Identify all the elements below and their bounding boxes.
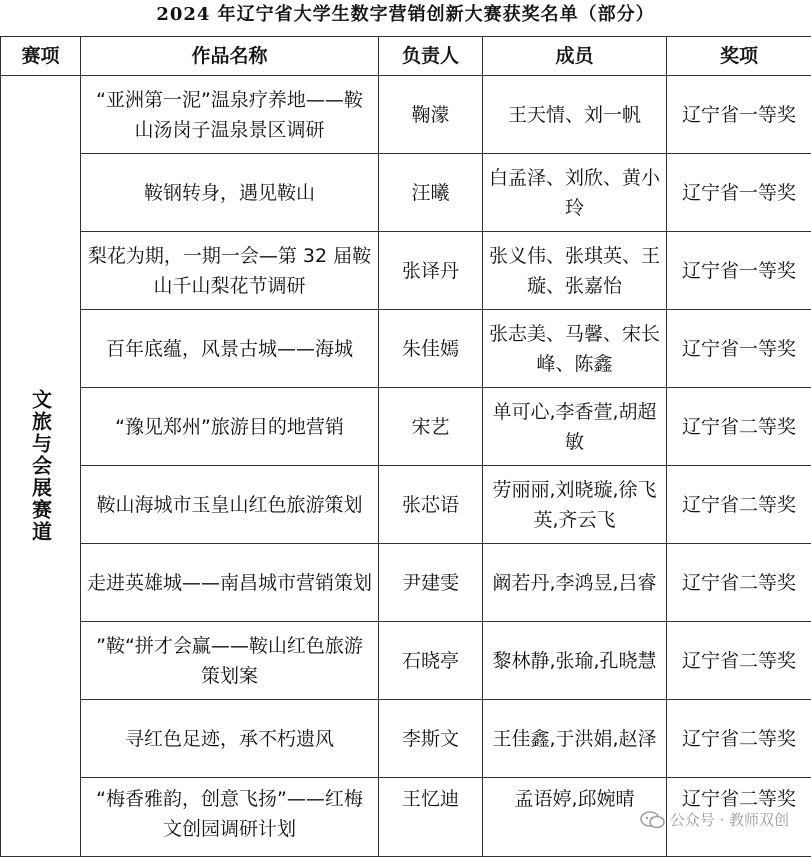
award-table bbox=[0, 36, 811, 857]
table-row bbox=[1, 154, 811, 232]
table-row bbox=[1, 388, 811, 466]
header-track: 赛项 bbox=[1, 37, 81, 76]
members-cell: 王佳鑫,于洪娟,赵泽 bbox=[483, 700, 667, 778]
header-row bbox=[1, 37, 811, 76]
award-cell: 辽宁省一等奖 bbox=[667, 154, 811, 232]
work-cell: 鞍山海城市玉皇山红色旅游策划 bbox=[81, 466, 379, 544]
page-title: 2024 年辽宁省大学生数字营销创新大赛获奖名单（部分） bbox=[0, 0, 811, 36]
leader-cell: 鞠濛 bbox=[379, 76, 483, 154]
award-cell: 辽宁省二等奖 bbox=[667, 466, 811, 544]
work-cell: 走进英雄城——南昌城市营销策划 bbox=[81, 544, 379, 622]
award-cell: 辽宁省一等奖 bbox=[667, 232, 811, 310]
members-cell: 张志美、马馨、宋长峰、陈鑫 bbox=[483, 310, 667, 388]
header-leader: 负责人 bbox=[379, 37, 483, 76]
members-cell: 单可心,李香萱,胡超敏 bbox=[483, 388, 667, 466]
members-cell: 孟语婷,邱婉晴 bbox=[483, 778, 667, 857]
award-cell: 辽宁省二等奖 bbox=[667, 622, 811, 700]
table-row bbox=[1, 700, 811, 778]
table-row bbox=[1, 76, 811, 154]
leader-cell: 王忆迪 bbox=[379, 778, 483, 857]
watermark bbox=[640, 809, 789, 830]
track-cell bbox=[1, 76, 81, 857]
award-cell: 辽宁省二等奖 bbox=[667, 778, 811, 857]
work-cell: ”鞍“拼才会赢——鞍山红色旅游策划案 bbox=[81, 622, 379, 700]
members-cell: 阚若丹,李鸿昱,吕睿 bbox=[483, 544, 667, 622]
wechat-icon bbox=[640, 810, 666, 830]
leader-cell: 张芯语 bbox=[379, 466, 483, 544]
leader-cell: 张译丹 bbox=[379, 232, 483, 310]
header-work: 作品名称 bbox=[81, 37, 379, 76]
work-cell: “梅香雅韵，创意飞扬”——红梅文创园调研计划 bbox=[81, 778, 379, 857]
award-cell: 辽宁省一等奖 bbox=[667, 310, 811, 388]
work-cell: 寻红色足迹，承不朽遗风 bbox=[81, 700, 379, 778]
award-cell: 辽宁省二等奖 bbox=[667, 700, 811, 778]
table-row bbox=[1, 544, 811, 622]
members-cell: 王天情、刘一帆 bbox=[483, 76, 667, 154]
work-cell: 梨花为期，一期一会—第 32 届鞍山千山梨花节调研 bbox=[81, 232, 379, 310]
award-cell: 辽宁省二等奖 bbox=[667, 544, 811, 622]
work-cell: “豫见郑州”旅游目的地营销 bbox=[81, 388, 379, 466]
leader-cell: 尹建雯 bbox=[379, 544, 483, 622]
members-cell: 白孟泽、刘欣、黄小玲 bbox=[483, 154, 667, 232]
award-cell: 辽宁省二等奖 bbox=[667, 388, 811, 466]
leader-cell: 李斯文 bbox=[379, 700, 483, 778]
leader-cell: 汪曦 bbox=[379, 154, 483, 232]
table-row bbox=[1, 232, 811, 310]
work-cell: 鞍钢转身，遇见鞍山 bbox=[81, 154, 379, 232]
work-cell: 百年底蕴，风景古城——海城 bbox=[81, 310, 379, 388]
table-row bbox=[1, 466, 811, 544]
leader-cell: 石晓亭 bbox=[379, 622, 483, 700]
work-cell: “亚洲第一泥”温泉疗养地——鞍山汤岗子温泉景区调研 bbox=[81, 76, 379, 154]
members-cell: 张义伟、张琪英、王璇、张嘉怡 bbox=[483, 232, 667, 310]
table-row bbox=[1, 310, 811, 388]
members-cell: 劳丽丽,刘晓璇,徐飞英,齐云飞 bbox=[483, 466, 667, 544]
watermark-text: 公众号 · 教师双创 bbox=[670, 809, 789, 830]
award-cell: 辽宁省一等奖 bbox=[667, 76, 811, 154]
members-cell: 黎林静,张瑜,孔晓慧 bbox=[483, 622, 667, 700]
header-award: 奖项 bbox=[667, 37, 811, 76]
track-label: 文旅与会展赛道 bbox=[30, 389, 52, 543]
leader-cell: 朱佳嫣 bbox=[379, 310, 483, 388]
header-members: 成员 bbox=[483, 37, 667, 76]
leader-cell: 宋艺 bbox=[379, 388, 483, 466]
table-row bbox=[1, 622, 811, 700]
